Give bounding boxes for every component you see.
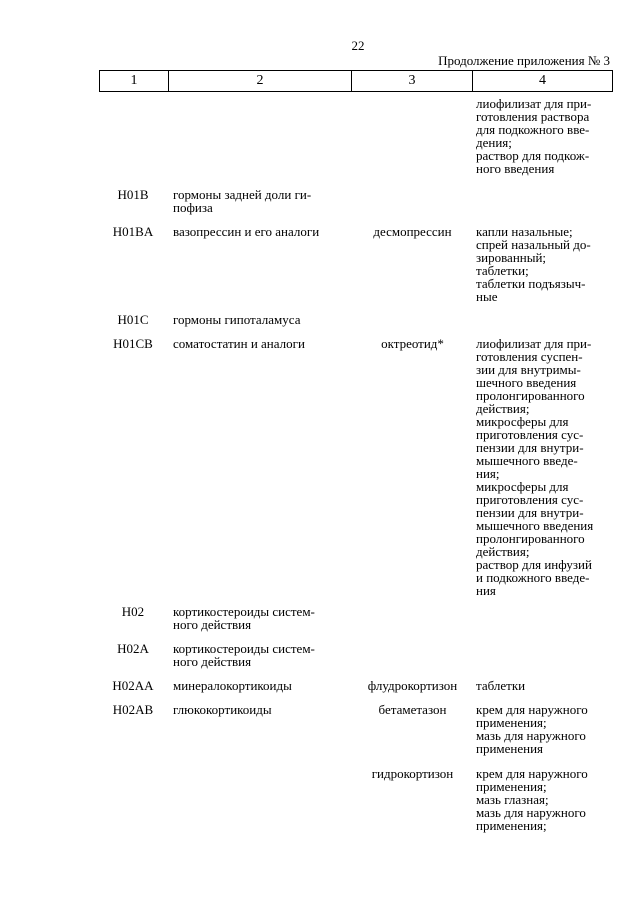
dosage-forms-cell: лиофилизат для при- готовления суспен- зии для внутримы- шечного введения пролонгированного действия; микросферы для приготовления сус- пензии для внутри- мышечного введе- ния; микросферы для приготовления сус- пензии для внутри- мышечного введения пролонгированного действия; раствор для инфузий и подкожного введе- ния bbox=[476, 336, 594, 598]
table-header bbox=[99, 70, 613, 92]
continuation-label: Продолжение приложения № 3 bbox=[438, 53, 610, 68]
atc-code-cell: H01C bbox=[117, 312, 149, 327]
atc-code-cell: H01B bbox=[117, 187, 149, 202]
drug-name-cell: октреотид* bbox=[381, 336, 444, 351]
drug-name-cell: десмопрессин bbox=[373, 224, 452, 239]
dosage-forms-cell: таблетки bbox=[476, 678, 526, 693]
dosage-forms-cell: крем для наружного применения; мазь для наружного применения bbox=[476, 702, 588, 756]
drug-name-cell: флудрокортизон bbox=[367, 678, 458, 693]
group-name-cell: соматостатин и аналоги bbox=[173, 336, 305, 351]
group-name-cell: гормоны задней доли ги- пофиза bbox=[173, 187, 312, 215]
atc-code-cell: H02A bbox=[117, 641, 149, 656]
dosage-forms-cell: лиофилизат для при- готовления раствора для подкожного вве- дения; раствор для подкож- ного введения bbox=[476, 96, 592, 176]
atc-code-cell: H01CB bbox=[113, 336, 153, 351]
group-name-cell: кортикостероиды систем- ного действия bbox=[173, 641, 315, 669]
atc-code-cell: H02AA bbox=[112, 678, 154, 693]
page-number: 22 bbox=[351, 38, 365, 53]
header-col-2: 2 bbox=[168, 71, 351, 91]
group-name-cell: вазопрессин и его аналоги bbox=[173, 224, 320, 239]
atc-code-cell: H02AB bbox=[112, 702, 154, 717]
atc-code-cell: H01BA bbox=[112, 224, 154, 239]
header-col-4: 4 bbox=[472, 71, 612, 91]
header-col-1: 1 bbox=[130, 73, 138, 88]
group-name-cell: кортикостероиды систем- ного действия bbox=[173, 604, 315, 632]
dosage-forms-cell: капли назальные; спрей назальный до- зированный; таблетки; таблетки подъязыч- ные bbox=[476, 224, 591, 304]
header-col-3: 3 bbox=[351, 71, 472, 91]
drug-name-cell: бетаметазон bbox=[378, 702, 447, 717]
group-name-cell: минералокортикоиды bbox=[173, 678, 292, 693]
group-name-cell: гормоны гипоталамуса bbox=[173, 312, 301, 327]
dosage-forms-cell: крем для наружного применения; мазь глазная; мазь для наружного применения; bbox=[476, 766, 588, 833]
group-name-cell: глюкокортикоиды bbox=[173, 702, 272, 717]
atc-code-cell: H02 bbox=[121, 604, 145, 619]
drug-name-cell: гидрокортизон bbox=[371, 766, 454, 781]
